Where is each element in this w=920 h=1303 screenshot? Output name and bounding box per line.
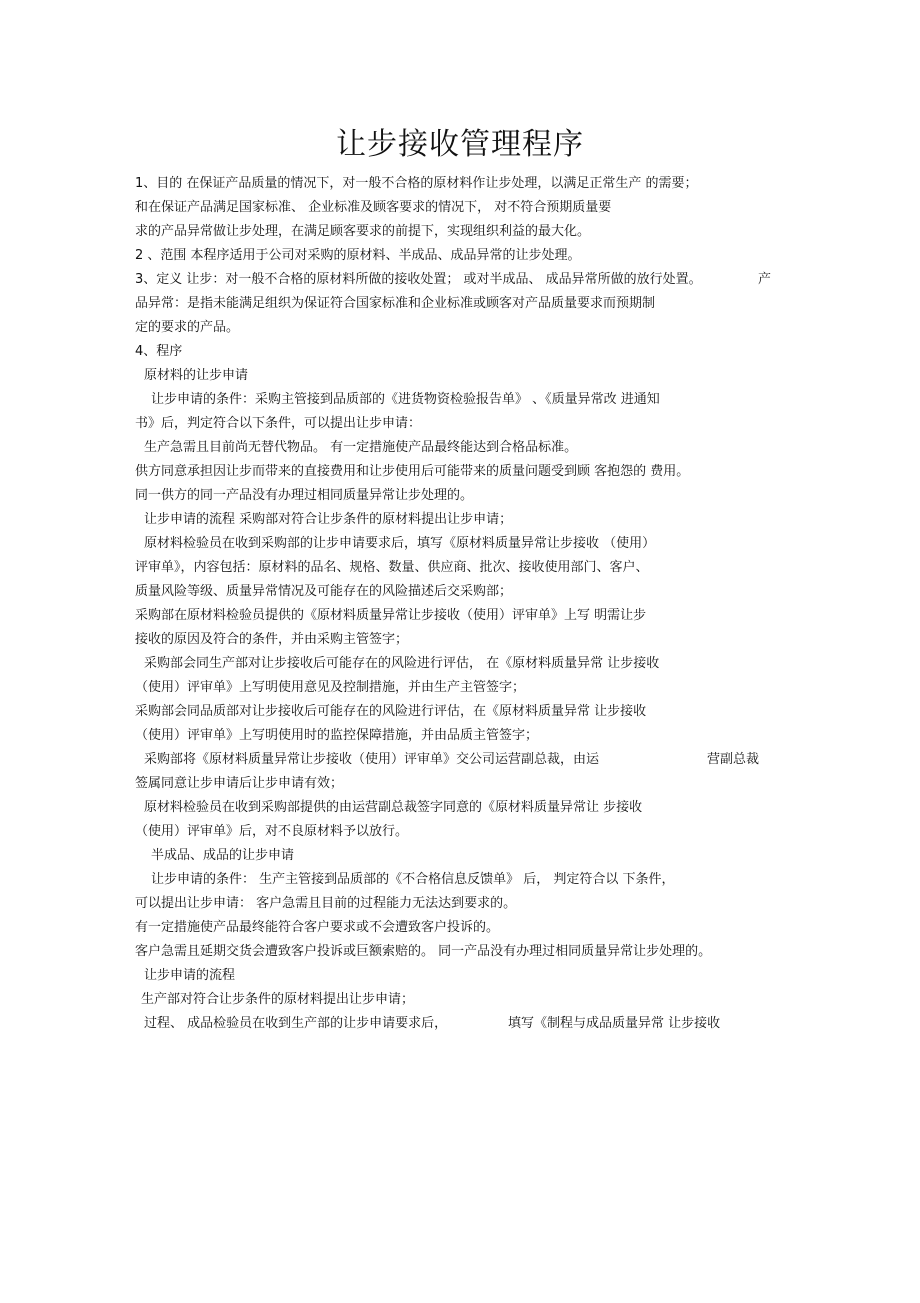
text-line-fragment: 填写《制程与成品质量异常 让步接收	[508, 1016, 721, 1031]
text-line-fragment: 营副总裁	[707, 752, 760, 767]
text-line: 定的要求的产品。	[135, 320, 240, 335]
text-line: （使用）评审单》后，对不良原材料予以放行。	[135, 824, 409, 839]
text-line: 接收的原因及符合的条件，并由采购主管签字；	[135, 632, 409, 647]
text-line: 1、目的 在保证产品质量的情况下，对一般不合格的原材料作让步处理，以满足正常生产 的需要；	[135, 176, 698, 191]
text-line: 2 、范围 本程序适用于公司对采购的原材料、半成品、成品异常的让步处理。	[135, 248, 581, 263]
text-line	[135, 268, 785, 292]
text-line-segment: 采购部将《原材料质量异常让步接收（使用）评审单》交公司运营副总裁，由运	[144, 752, 600, 767]
text-line: 和在保证产品满足国家标准、 企业标准及顾客要求的情况下， 对不符合预期质量要	[135, 200, 612, 215]
text-line: 可以提出让步申请： 客户急需且目前的过程能力无法达到要求的。	[135, 896, 517, 911]
text-line: 原材料检验员在收到采购部的让步申请要求后，填写《原材料质量异常让步接收 （使用）	[144, 536, 656, 551]
text-line: 4、程序	[135, 344, 183, 359]
text-line: 采购部会同品质部对让步接收后可能存在的风险进行评估，在《原材料质量异常 让步接收	[135, 704, 647, 719]
text-line: 让步申请的条件： 生产主管接到品质部的《不合格信息反馈单》 后， 判定符合以 下条件，	[151, 872, 675, 887]
text-line-fragment: 产	[758, 272, 772, 287]
text-line	[135, 748, 785, 772]
document-body	[135, 172, 785, 1036]
text-line: 求的产品异常做让步处理，在满足顾客要求的前提下，实现组织利益的最大化。	[135, 224, 591, 239]
text-line: 供方同意承担因让步而带来的直接费用和让步使用后可能带来的质量问题受到顾 客抱怨的 费用。	[135, 464, 690, 479]
text-line-segment: 3、定义 让步：对一般不合格的原材料所做的接收处置； 或对半成品、 成品异常所做的放行处置。	[135, 272, 702, 287]
text-line: 客户急需且延期交货会遭致客户投诉或巨额索赔的。 同一产品没有办理过相同质量异常让步处理的。	[135, 944, 712, 959]
text-line	[135, 1012, 785, 1036]
section-heading: 半成品、成品的让步申请	[151, 848, 295, 863]
text-line: 质量风险等级、质量异常情况及可能存在的风险描述后交采购部；	[135, 584, 513, 599]
text-line: 签属同意让步申请后让步申请有效；	[135, 776, 344, 791]
text-line: 有一定措施使产品最终能符合客户要求或不会遭致客户投诉的。	[135, 920, 500, 935]
text-line: 生产部对符合让步条件的原材料提出让步申请；	[141, 992, 415, 1007]
text-line: 让步申请的条件：采购主管接到品质部的《进货物资检验报告单》 、《质量异常改 进通知	[151, 392, 660, 407]
text-line: 书》后，判定符合以下条件，可以提出让步申请：	[135, 416, 422, 431]
text-line: 采购部会同生产部对让步接收后可能存在的风险进行评估， 在《原材料质量异常 让步接收	[144, 656, 660, 671]
text-line: 采购部在原材料检验员提供的《原材料质量异常让步接收（使用）评审单》上写 明需让步	[135, 608, 647, 623]
text-line: 评审单》，内容包括：原材料的品名、规格、数量、供应商、批次、接收使用部门、客户、	[135, 560, 649, 575]
section-heading: 让步申请的流程	[144, 968, 236, 983]
text-line-segment: 过程、 成品检验员在收到生产部的让步申请要求后，	[144, 1016, 448, 1031]
text-line: 让步申请的流程 采购部对符合让步条件的原材料提出让步申请；	[144, 512, 513, 527]
document-title: 让步接收管理程序	[336, 127, 584, 162]
text-line: （使用）评审单》上写明使用意见及控制措施，并由生产主管签字；	[135, 680, 526, 695]
text-line: （使用）评审单》上写明使用时的监控保障措施，并由品质主管签字；	[135, 728, 539, 743]
section-heading: 原材料的让步申请	[144, 368, 249, 383]
text-line: 品异常：是指未能满足组织为保证符合国家标准和企业标准或顾客对产品质量要求而预期制	[135, 296, 656, 311]
text-line: 同一供方的同一产品没有办理过相同质量异常让步处理的。	[135, 488, 474, 503]
text-line: 生产急需且目前尚无替代物品。 有一定措施使产品最终能达到合格品标准。	[144, 440, 578, 455]
text-line: 原材料检验员在收到采购部提供的由运营副总裁签字同意的《原材料质量异常让 步接收	[144, 800, 643, 815]
